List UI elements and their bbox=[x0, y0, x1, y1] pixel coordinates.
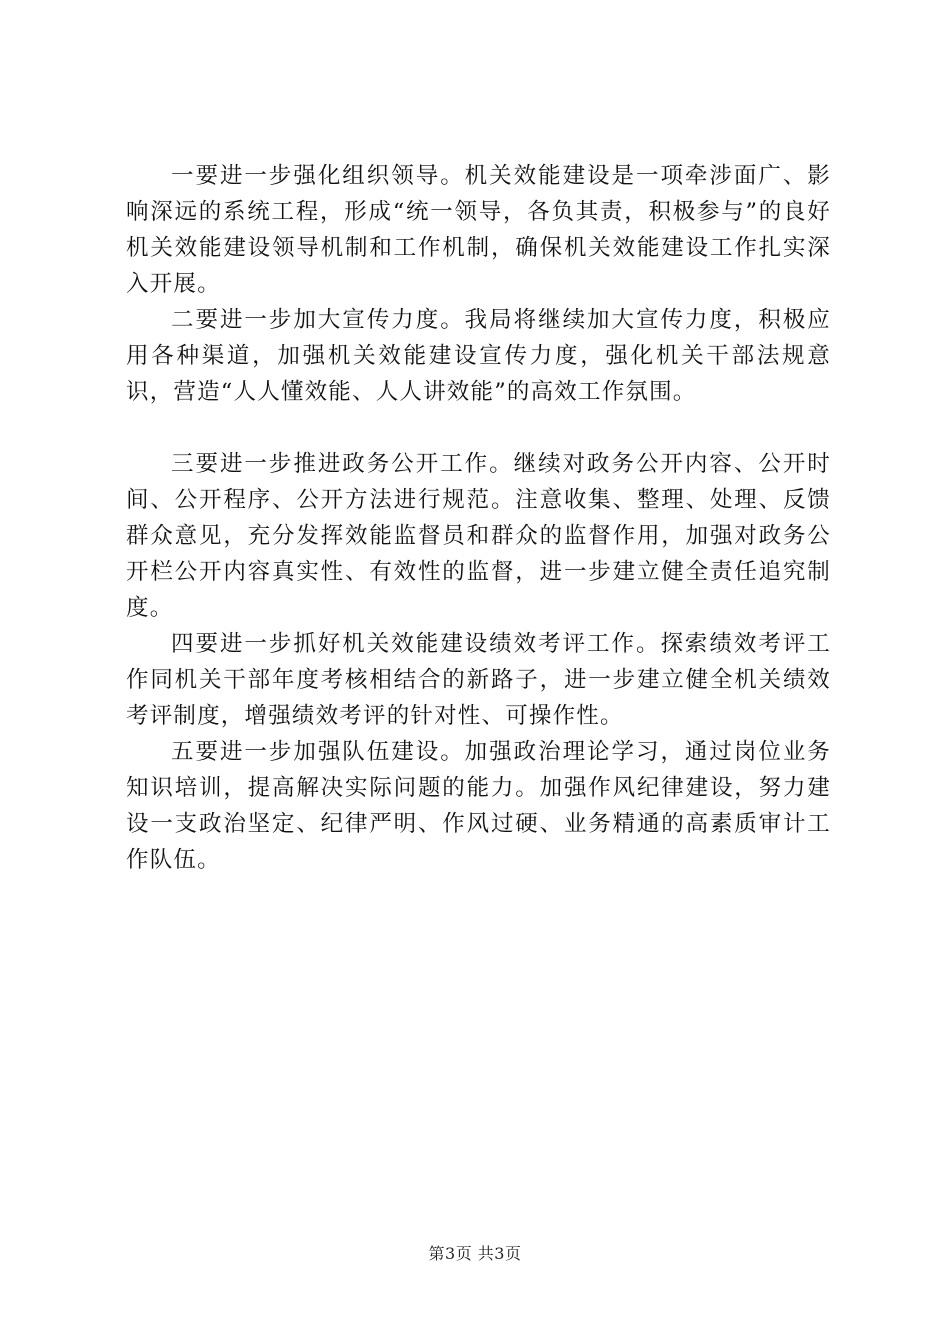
paragraph-performance-evaluation: 四要进一步抓好机关效能建设绩效考评工作。探索绩效考评工作同机关干部年度考核相结合的新路子，进一步建立健全机关绩效考评制度，增强绩效考评的针对性、可操作性。 bbox=[126, 631, 831, 729]
page-number-footer: 第3页 共3页 bbox=[428, 1244, 522, 1263]
paragraph-team-building: 五要进一步加强队伍建设。加强政治理论学习，通过岗位业务知识培训，提高解决实际问题的能力。加强作风纪律建设，努力建设一支政治坚定、纪律严明、作风过硬、业务精通的高素质审计工作队伍。 bbox=[126, 739, 831, 873]
paragraph-publicity: 二要进一步加大宣传力度。我局将继续加大宣传力度，积极应用各种渠道，加强机关效能建设宣传力度，强化机关干部法规意识，营造“人人懂效能、人人讲效能”的高效工作氛围。 bbox=[126, 307, 831, 405]
paragraph-government-affairs-openness: 三要进一步推进政务公开工作。继续对政务公开内容、公开时间、公开程序、公开方法进行规范。注意收集、整理、处理、反馈群众意见，充分发挥效能监督员和群众的监督作用，加强对政务公开栏公开内容真实性、有效性的监督，进一步建立健全责任追究制度。 bbox=[126, 451, 831, 621]
document-body bbox=[126, 158, 831, 878]
paragraph-organization-leadership: 一要进一步强化组织领导。机关效能建设是一项牵涉面广、影响深远的系统工程，形成“统一领导，各负其责，积极参与”的良好机关效能建设领导机制和工作机制，确保机关效能建设工作扎实深入开展。 bbox=[126, 163, 831, 297]
